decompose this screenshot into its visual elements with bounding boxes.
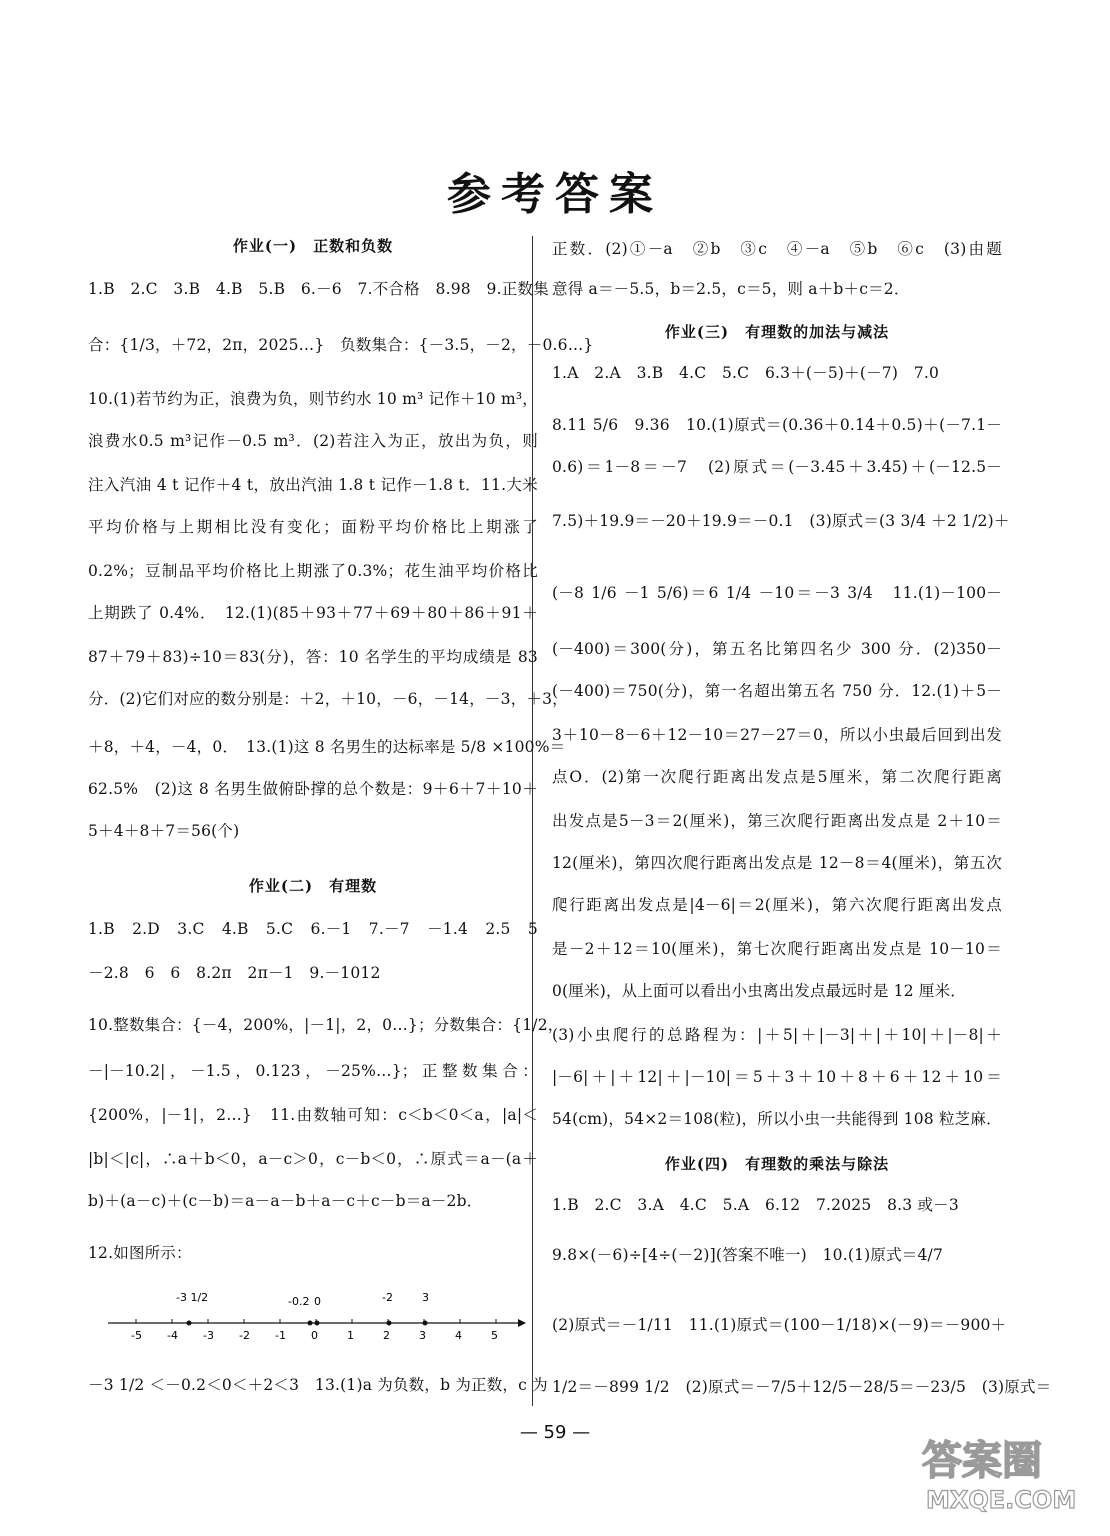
answer-line: 9.8×(－6)÷[4÷(－2)](答案不唯一) 10.(1)原式＝4/7 <box>552 1246 944 1264</box>
answer-line: 平均价格与上期相比没有变化；面粉平均价格比上期涨了 <box>88 518 538 536</box>
number-line-figure <box>88 1283 528 1343</box>
answer-line: 出发点是5－3＝2(厘米)，第三次爬行距离出发点是 2＋10＝ <box>552 812 1002 830</box>
answer-line: 1.B 2.C 3.A 4.C 5.A 6.12 7.2025 8.3 或－3 <box>552 1196 959 1214</box>
point-zero <box>315 1321 320 1326</box>
answer-line: 爬行距离出发点是|4－6|＝2(厘米)，第六次爬行距离出发点 <box>552 896 1002 914</box>
answer-line: －3 1/2 ＜－0.2＜0＜＋2＜3 13.(1)a 为负数，b 为正数，c 为 <box>88 1376 548 1394</box>
label-3-top: 3 <box>422 1291 429 1304</box>
label-neg-0-2: -0.2 <box>288 1295 310 1308</box>
point-2 <box>387 1321 392 1326</box>
watermark-text-bottom: MXQE.COM <box>926 1486 1077 1514</box>
page-number: — 59 — <box>519 1422 591 1443</box>
page-title: 参考答案 <box>447 169 663 220</box>
answer-line: 分．(2)它们对应的数分别是：＋2，＋10，－6，－14，－3，＋3， <box>88 690 568 708</box>
answer-line: 5＋4＋8＋7＝56(个) <box>88 822 240 840</box>
answer-line: －|－10.2|，－1.5，0.123，－25%…}；正整数集合： <box>88 1062 538 1080</box>
point-neg-0-2 <box>308 1321 313 1326</box>
answer-line: 正数．(2)①－a ②b ③c ④－a ⑤b ⑥c (3)由题 <box>552 240 1002 258</box>
answer-line: |b|＜|c|，∴a＋b＜0，a－c＞0，c－b＜0，∴原式＝a－(a＋ <box>88 1150 538 1168</box>
answer-line: 上期跌了 0.4%． 12.(1)(85＋93＋77＋69＋80＋86＋91＋ <box>88 604 538 622</box>
answer-line: {200%，|－1|，2…} 11.由数轴可知：c＜b＜0＜a，|a|＜ <box>88 1106 538 1124</box>
answer-line: (2)原式＝－1/11 11.(1)原式＝(100－1/18)×(－9)＝－900＋ <box>552 1316 1007 1334</box>
answer-line: 是－2＋12＝10(厘米)，第七次爬行距离出发点是 10－10＝ <box>552 940 1002 958</box>
answer-line: 3＋10－8－6＋12－10＝27－27＝0，所以小虫最后回到出发 <box>552 726 1002 744</box>
answer-line: 意得 a＝－5.5，b＝2.5，c＝5，则 a＋b＋c＝2． <box>552 280 910 298</box>
answer-line: b)＋(a－c)＋(c－b)＝a－a－b＋a－c＋c－b＝a－2b． <box>88 1192 483 1210</box>
tick-label: -3 <box>203 1329 214 1342</box>
answer-line: ＋8，＋4，－4，0． 13.(1)这 8 名男生的达标率是 5/8 ×100%＝ <box>88 738 566 756</box>
tick-label: 4 <box>455 1329 462 1342</box>
answer-line: －2.8 6 6 8.2π 2π－1 9.－1012 <box>88 964 381 982</box>
answer-line: 0.6)＝1－8＝－7 (2)原式＝(－3.45＋3.45)＋(－12.5－ <box>552 458 1002 476</box>
section-heading: 作业(四) 有理数的乘法与除法 <box>664 1155 890 1173</box>
tick-label: -4 <box>167 1329 178 1342</box>
answer-line: 1.A 2.A 3.B 4.C 5.C 6.3＋(－5)＋(－7) 7.0 <box>552 364 940 382</box>
label-zero-top: 0 <box>314 1295 321 1308</box>
answer-line: 10.整数集合：{－4，200%，|－1|，2，0…}；分数集合：{1/2， <box>88 1016 564 1034</box>
tick-label: 3 <box>419 1329 426 1342</box>
point-neg-3-5 <box>187 1321 192 1326</box>
tick-label: -1 <box>275 1329 286 1342</box>
answer-line: 1/2＝－899 1/2 (2)原式＝－7/5＋12/5－28/5＝－23/5 (3)原式＝ <box>552 1378 1052 1396</box>
answer-line: 0(厘米)，从上面可以看出小虫离出发点最远时是 12 厘米． <box>552 982 967 1000</box>
answer-line: 1.B 2.C 3.B 4.B 5.B 6.－6 7.不合格 8.98 9.正数集 <box>88 280 549 298</box>
answer-line: (－400)＝300(分)，第五名比第四名少 300 分．(2)350－ <box>552 640 1002 658</box>
answer-line: 12(厘米)，第四次爬行距离出发点是 12－8＝4(厘米)，第五次 <box>552 854 1002 872</box>
answer-line: 12.如图所示： <box>88 1244 192 1262</box>
answer-line: 注入汽油 4 t 记作＋4 t，放出汽油 1.8 t 记作－1.8 t．11.大米 <box>88 476 538 494</box>
tick-label: -2 <box>239 1329 250 1342</box>
tick-label: -5 <box>131 1329 142 1342</box>
answer-line: 54(cm)，54×2＝108(粒)，所以小虫一共能得到 108 粒芝麻． <box>552 1110 1002 1128</box>
watermark-logo <box>914 1426 1084 1516</box>
answer-line: 62.5% (2)这 8 名男生做俯卧撑的总个数是：9＋6＋7＋10＋ <box>88 780 538 798</box>
answer-line: 8.11 5/6 9.36 10.(1)原式＝(0.36＋0.14＋0.5)＋(－7.1－ <box>552 416 1002 434</box>
answer-line: 0.2%；豆制品平均价格比上期涨了0.3%；花生油平均价格比 <box>88 562 538 580</box>
answer-line: (－400)＝750(分)，第一名超出第五名 750 分．12.(1)＋5－ <box>552 682 1002 700</box>
answer-line: 浪费水0.5 m³记作－0.5 m³．(2)若注入为正，放出为负，则 <box>88 432 538 450</box>
tick-label: 5 <box>491 1329 498 1342</box>
section-heading: 作业(一) 正数和负数 <box>232 237 394 255</box>
answer-line: 合：{1/3，＋72，2π，2025…} 负数集合：{－3.5，－2，－0.6…} <box>88 336 594 354</box>
label-2-top: -2 <box>382 1291 393 1304</box>
answer-line: 点O．(2)第一次爬行距离出发点是5厘米，第二次爬行距离 <box>552 768 1002 786</box>
answer-line: 87＋79＋83)÷10＝83(分)，答：10 名学生的平均成绩是 83 <box>88 648 538 666</box>
answer-line: 10.(1)若节约为正，浪费为负，则节约水 10 m³ 记作＋10 m³， <box>88 390 538 408</box>
answer-line: (－8 1/6 －1 5/6)＝6 1/4 －10＝－3 3/4 11.(1)－100－ <box>552 584 1002 602</box>
watermark-text-top: 答案圈 <box>922 1438 1042 1484</box>
answer-line: (3)小虫爬行的总路程为：|＋5|＋|－3|＋|＋10|＋|－8|＋ <box>552 1026 1002 1044</box>
point-3 <box>423 1321 428 1326</box>
tick-label: 2 <box>383 1329 390 1342</box>
answer-line: |－6|＋|＋12|＋|－10|＝5＋3＋10＋8＋6＋12＋10＝ <box>552 1068 1002 1086</box>
answer-line: 1.B 2.D 3.C 4.B 5.C 6.－1 7.－7 －1.4 2.5 5 <box>88 920 538 938</box>
tick-label: 0 <box>311 1329 318 1342</box>
label-neg-3-5: -3 1/2 <box>176 1291 209 1304</box>
section-heading: 作业(三) 有理数的加法与减法 <box>664 323 890 341</box>
answer-line: 7.5)＋19.9＝－20＋19.9＝－0.1 (3)原式＝(3 3/4 ＋2 1/2)＋ <box>552 512 1010 530</box>
section-heading: 作业(二) 有理数 <box>248 877 378 895</box>
tick-label: 1 <box>347 1329 354 1342</box>
